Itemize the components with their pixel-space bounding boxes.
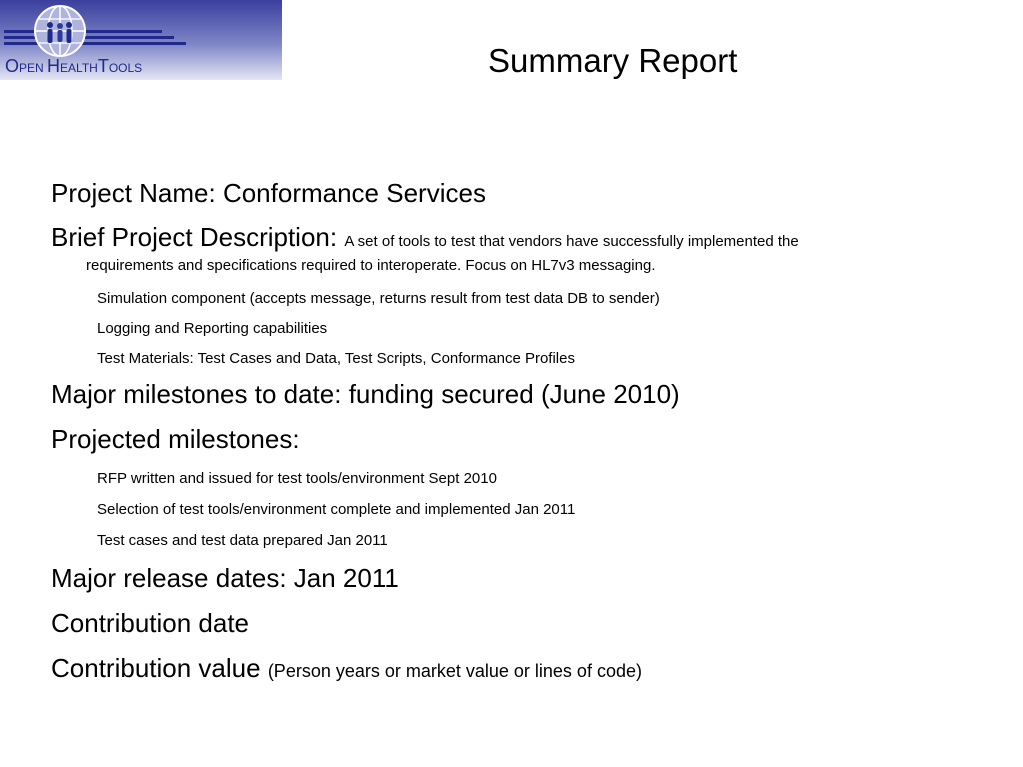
- projected-milestones-heading: Projected milestones:: [51, 424, 300, 454]
- brief-description-text: A set of tools to test that vendors have successfully implemented the: [344, 233, 799, 250]
- logo-wordmark: OPEN HEALTHTOOLS: [5, 56, 143, 76]
- brief-description-label: Brief Project Description:: [51, 222, 345, 252]
- brief-description-continuation: requirements and specifications required to interoperate. Focus on HL7v3 messaging.: [86, 257, 656, 274]
- contribution-value-label: Contribution value: [51, 653, 268, 683]
- major-milestones: Major milestones to date: funding secured (June 2010): [51, 379, 680, 409]
- summary-content: [51, 178, 951, 686]
- contribution-value: [51, 653, 951, 686]
- component-item: Test Materials: Test Cases and Data, Test Scripts, Conformance Profiles: [97, 350, 575, 367]
- projected-milestone-item: Test cases and test data prepared Jan 2011: [97, 532, 388, 549]
- page-title: Summary Report: [488, 42, 738, 79]
- project-name: Project Name: Conformance Services: [51, 178, 486, 208]
- major-release-dates: Major release dates: Jan 2011: [51, 563, 399, 593]
- open-health-tools-logo: [0, 0, 282, 80]
- contribution-value-note: (Person years or market value or lines of code): [267, 661, 642, 681]
- component-item: Logging and Reporting capabilities: [97, 320, 328, 337]
- component-item: Simulation component (accepts message, returns result from test data DB to sender): [97, 290, 660, 307]
- projected-milestone-item: Selection of test tools/environment complete and implemented Jan 2011: [97, 501, 576, 518]
- brief-description: [51, 222, 951, 257]
- contribution-date: Contribution date: [51, 608, 250, 638]
- projected-milestone-item: RFP written and issued for test tools/environment Sept 2010: [97, 470, 497, 487]
